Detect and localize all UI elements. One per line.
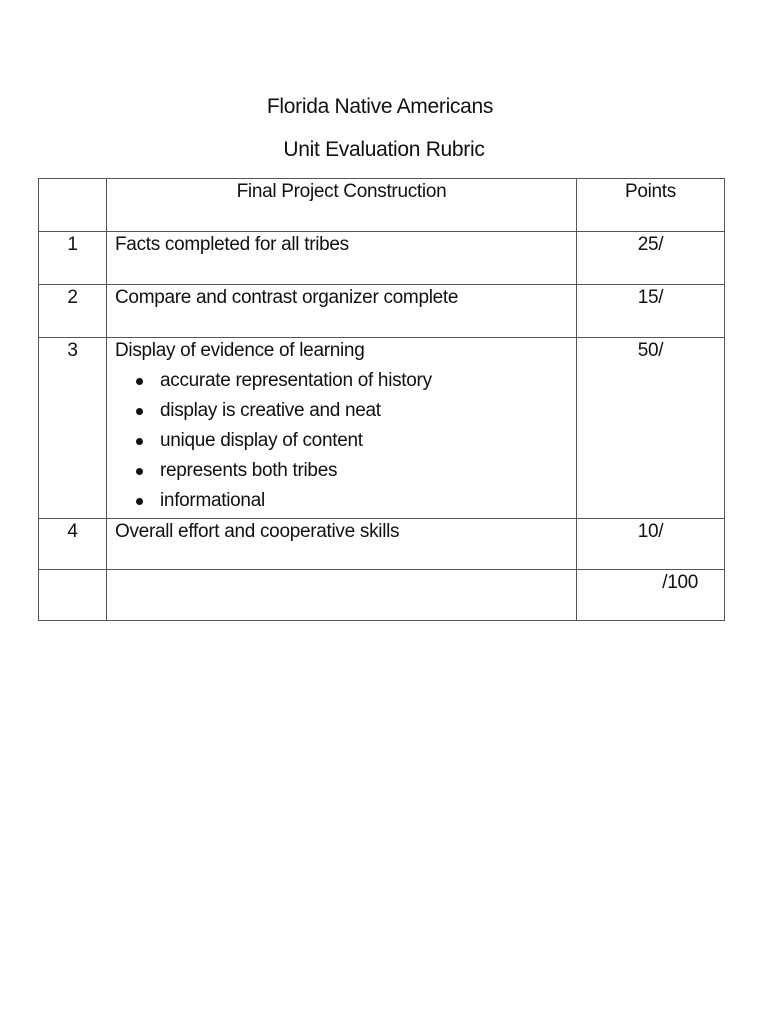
bullet-icon: [136, 468, 143, 475]
bullet-text: informational: [160, 490, 265, 511]
row-number: 2: [39, 285, 107, 338]
bullet-icon: [136, 378, 143, 385]
total-row: [39, 570, 725, 621]
row-points: 15/: [577, 285, 725, 338]
row-number: 4: [39, 519, 107, 570]
bullet-icon: [136, 498, 143, 505]
document-subtitle: Unit Evaluation Rubric: [283, 138, 485, 161]
total-points: /100: [577, 570, 725, 621]
header-number-cell: [39, 179, 107, 232]
row-number: 3: [39, 338, 107, 519]
bullet-icon: [136, 438, 143, 445]
total-number-cell: [39, 570, 107, 621]
bullet-item: [160, 486, 576, 516]
row-points: 10/: [577, 519, 725, 570]
criteria-bullet-list: [115, 366, 576, 516]
header-description-cell: Final Project Construction: [107, 179, 577, 232]
bullet-item: [160, 396, 576, 426]
table-row: [39, 232, 725, 285]
row-description: Overall effort and cooperative skills: [107, 519, 577, 570]
bullet-text: represents both tribes: [160, 460, 338, 481]
bullet-icon: [136, 408, 143, 415]
rubric-table: [38, 178, 725, 621]
table-row: [39, 338, 725, 519]
bullet-text: display is creative and neat: [160, 400, 381, 421]
bullet-item: [160, 426, 576, 456]
row-points: 50/: [577, 338, 725, 519]
bullet-item: [160, 366, 576, 396]
row-description: Compare and contrast organizer complete: [107, 285, 577, 338]
table-row: [39, 285, 725, 338]
header-points-cell: Points: [577, 179, 725, 232]
table-row: [39, 519, 725, 570]
document-title: Florida Native Americans: [266, 95, 494, 118]
row-number: 1: [39, 232, 107, 285]
row-description: Facts completed for all tribes: [107, 232, 577, 285]
bullet-text: unique display of content: [160, 430, 363, 451]
bullet-text: accurate representation of history: [160, 370, 432, 391]
row-description: Display of evidence of learning: [115, 340, 365, 361]
total-description-cell: [107, 570, 577, 621]
row-points: 25/: [577, 232, 725, 285]
bullet-item: [160, 456, 576, 486]
table-header-row: [39, 179, 725, 232]
row-description-with-bullets: [107, 338, 577, 519]
